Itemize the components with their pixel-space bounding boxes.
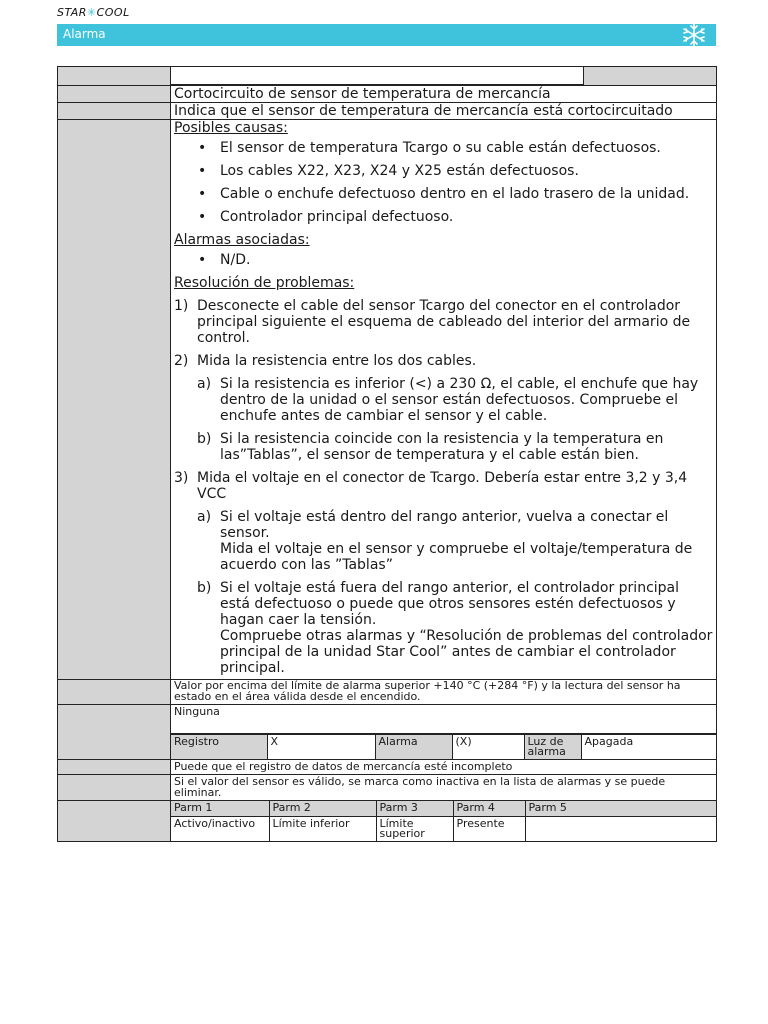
- title-label-cell: [58, 86, 171, 103]
- troubleshoot-heading: Resolución de problemas:: [174, 275, 355, 291]
- condition-label-cell: [58, 680, 171, 705]
- consequence-text: Puede que el registro de datos de mercancía esté incompleto: [171, 760, 717, 775]
- parm-header: Parm 3: [376, 801, 453, 817]
- parm-header: Parm 2: [269, 801, 376, 817]
- step-2a: [174, 376, 713, 424]
- substep-letter: b): [197, 580, 212, 596]
- parm-value: Activo/inactivo: [171, 817, 269, 842]
- logo-text-left: STAR: [57, 6, 87, 19]
- step-text: Mida el voltaje en el conector de Tcargo. Debería estar entre 3,2 y 3,4 VCC: [197, 470, 688, 502]
- parm-value: [525, 817, 716, 842]
- step-2b: [174, 431, 713, 463]
- parms-label-cell: [58, 801, 171, 842]
- condition-row: [58, 680, 717, 705]
- snowflake-logo-icon: ✳: [86, 6, 97, 19]
- details-row: [58, 120, 717, 680]
- description-row: [58, 103, 717, 120]
- registro-value: X: [267, 735, 375, 760]
- header-label-cell: [58, 67, 171, 86]
- substep-text-continued: Compruebe otras alarmas y “Resolución de problemas del controlador principal de la unidad Star Cool” antes de cambiar el controlador principal.: [220, 628, 713, 676]
- header-row: [58, 67, 717, 86]
- causes-list: [174, 140, 713, 225]
- substep-text: Si el voltaje está fuera del rango anterior, el controlador principal está defectuoso o puede que otros sensores estén defectuosos y hagan caer la tensión.: [220, 580, 680, 628]
- alarm-description: Indica que el sensor de temperatura de mercancía está cortocircuitado: [171, 103, 717, 120]
- action-row: [58, 705, 717, 760]
- header-value-cell: [171, 67, 717, 86]
- luz-label: Luz de alarma: [524, 735, 581, 760]
- alarma-value: (X): [452, 735, 524, 760]
- related-item: • N/D.: [174, 252, 713, 268]
- consequence-row: [58, 760, 717, 775]
- substep-text: Si el voltaje está dentro del rango anterior, vuelva a conectar el sensor.: [220, 509, 669, 541]
- substep-letter: a): [197, 376, 212, 392]
- cause-item: • Los cables X22, X23, X24 y X25 están defectuosos.: [174, 163, 713, 179]
- step-number: 3): [174, 470, 189, 486]
- step-1: [174, 298, 713, 346]
- parm-header: Parm 5: [525, 801, 716, 817]
- indicator-grid: [171, 734, 716, 759]
- parm-value: Presente: [453, 817, 525, 842]
- parm-header: Parm 4: [453, 801, 525, 817]
- step-3b: [174, 580, 713, 676]
- alarm-code-cell: [171, 67, 583, 85]
- substep-text: Si la resistencia coincide con la resistencia y la temperatura en las”Tablas”, el sensor de temperatura y el cable están bien.: [220, 431, 664, 463]
- snowflake-icon: [676, 22, 712, 48]
- action-text: Ninguna: [171, 705, 716, 734]
- star-cool-logo: [57, 6, 130, 19]
- section-banner: [57, 24, 716, 46]
- substep-letter: b): [197, 431, 212, 447]
- causes-heading: Posibles causas:: [174, 120, 288, 136]
- related-list: [174, 252, 713, 268]
- alarm-sheet: [57, 66, 717, 842]
- logo-text-right: COOL: [96, 6, 130, 19]
- details-label-cell: [58, 120, 171, 680]
- step-3a: [174, 509, 713, 573]
- details-content: [171, 120, 717, 680]
- luz-value: Apagada: [581, 735, 716, 760]
- parm-value: Límite inferior: [269, 817, 376, 842]
- condition-text: Valor por encima del límite de alarma superior +140 °C (+284 °F) y la lectura del sensor ha estado en el área válida desde el encendido.: [171, 680, 717, 705]
- reset-row: [58, 775, 717, 801]
- substep-letter: a): [197, 509, 212, 525]
- related-heading: Alarmas asociadas:: [174, 232, 310, 248]
- substep-text-continued: Mida el voltaje en el sensor y compruebe el voltaje/temperatura de acuerdo con las ”Tablas”: [220, 541, 693, 573]
- cause-item: • Cable o enchufe defectuoso dentro en el lado trasero de la unidad.: [174, 186, 713, 202]
- parm-value: Límite superior: [376, 817, 453, 842]
- step-number: 2): [174, 353, 189, 369]
- parms-grid: [171, 801, 716, 841]
- parms-cell: [171, 801, 717, 842]
- action-label-cell: [58, 705, 171, 760]
- step-text: Desconecte el cable del sensor Tcargo del conector en el controlador principal siguiente el esquema de cableado del interior del armario de control.: [197, 298, 691, 346]
- cause-item: • Controlador principal defectuoso.: [174, 209, 713, 225]
- alarm-number-cell: [583, 67, 716, 85]
- parms-row: [58, 801, 717, 842]
- substep-text: Si la resistencia es inferior (<) a 230 Ω, el cable, el enchufe que hay dentro de la unidad o el sensor están defectuosos. Compruebe el enchufe antes de cambiar el sensor y el cable.: [220, 376, 699, 424]
- alarm-title: Cortocircuito de sensor de temperatura de mercancía: [171, 86, 717, 103]
- consequence-label-cell: [58, 760, 171, 775]
- description-label-cell: [58, 103, 171, 120]
- step-3: [174, 470, 713, 502]
- step-text: Mida la resistencia entre los dos cables.: [197, 353, 477, 369]
- title-row: [58, 86, 717, 103]
- step-number: 1): [174, 298, 189, 314]
- alarma-label: Alarma: [375, 735, 452, 760]
- registro-label: Registro: [171, 735, 267, 760]
- section-title: Alarma: [63, 27, 106, 41]
- action-cell: [171, 705, 717, 760]
- parm-header: Parm 1: [171, 801, 269, 817]
- reset-label-cell: [58, 775, 171, 801]
- step-2: [174, 353, 713, 369]
- reset-text: Si el valor del sensor es válido, se marca como inactiva en la lista de alarmas y se puede eliminar.: [171, 775, 717, 801]
- cause-item: • El sensor de temperatura Tcargo o su cable están defectuosos.: [174, 140, 713, 156]
